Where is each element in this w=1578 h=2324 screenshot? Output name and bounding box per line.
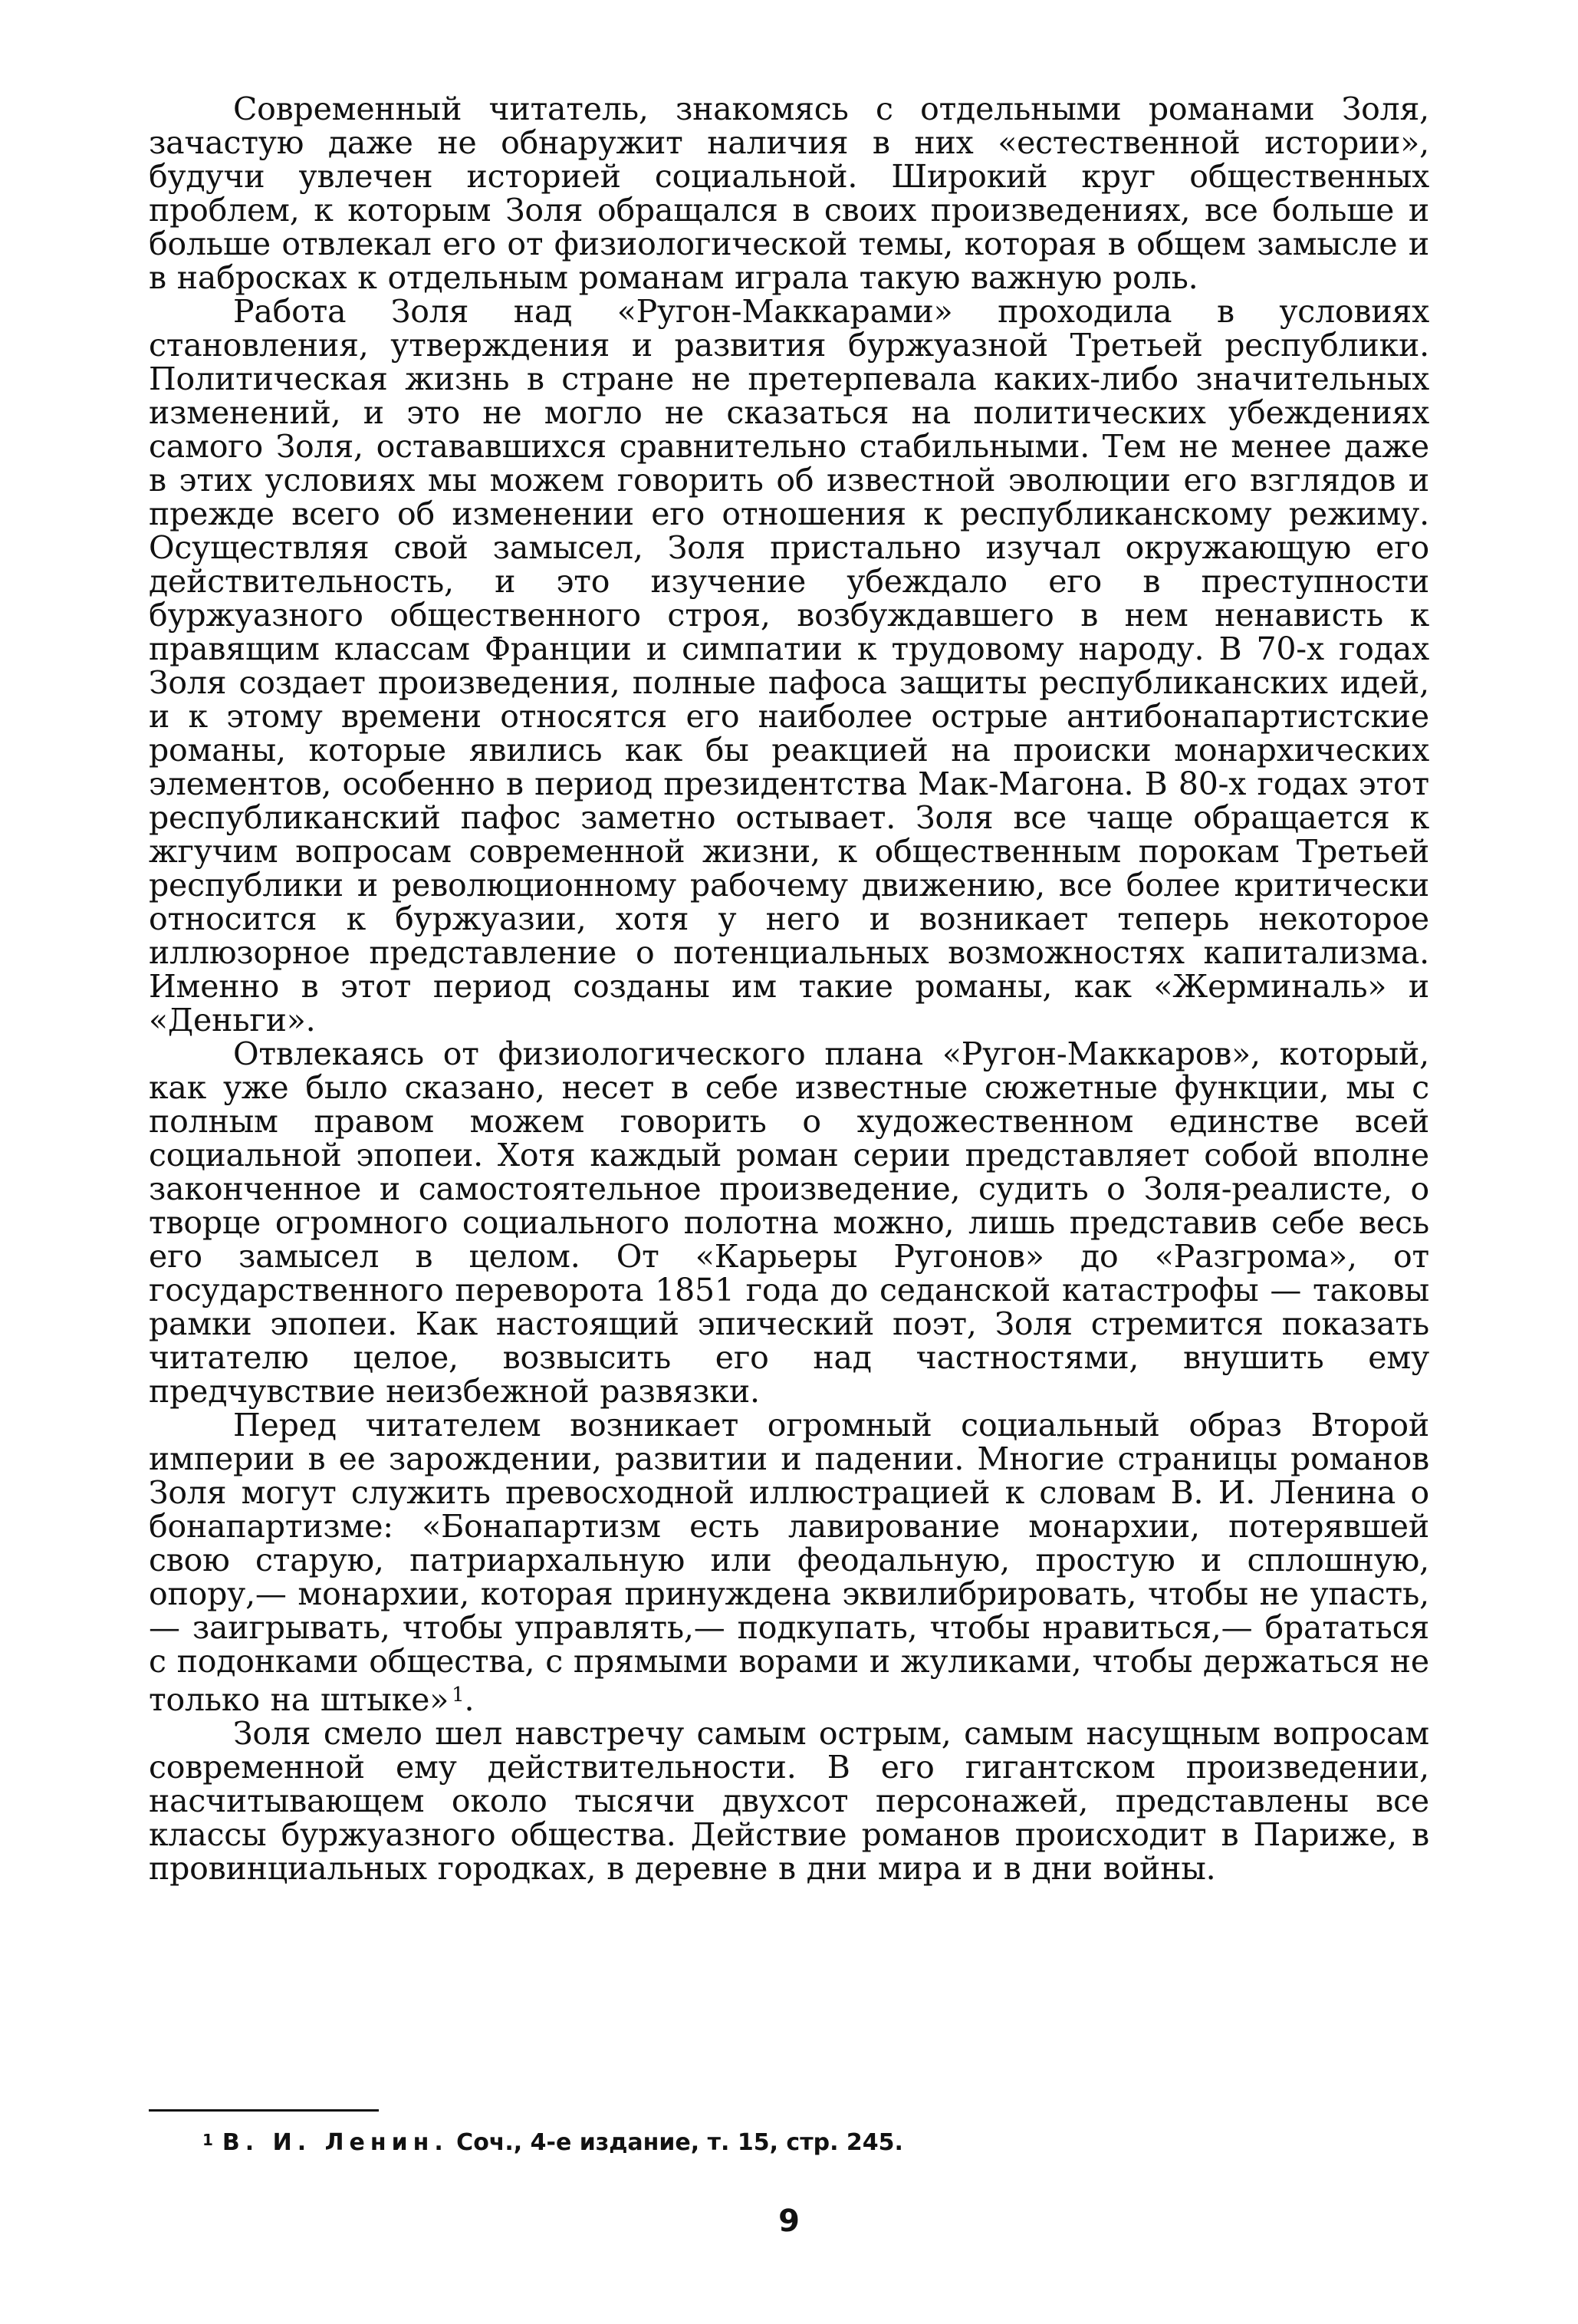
footnote-mark: 1 — [202, 2131, 213, 2149]
paragraph-4-tail: . — [464, 1681, 475, 1718]
footnote-author: В. И. Ленин. — [222, 2129, 449, 2156]
book-page — [149, 92, 1429, 2286]
paragraph-3: Отвлекаясь от физиологического плана «Ругон-Маккаров», который, как уже было сказано, несет в себе известные сюжетные функции, мы с полным правом можем говорить о художественном единстве всей социальной эпопеи. Хотя каждый роман серии представляет собой вполне законченное и самостоятельное произведение, судить о Золя-реалисте, о творце огромного социального полотна можно, лишь представив себе весь его замысел в целом. От «Карьеры Ругонов» до «Разгрома», от государственного переворота 1851 года до седанской катастрофы — таковы рамки эпопеи. Как настоящий эпический поэт, Золя стремится показать читателю целое, возвысить его над частностями, внушить ему предчувствие неизбежной развязки. — [149, 1035, 1429, 1410]
footnote-divider — [149, 2109, 379, 2112]
page-number: 9 — [778, 2204, 800, 2239]
footnote-citation: Соч., 4-е издание, т. 15, стр. 245. — [456, 2129, 903, 2156]
paragraph-1: Современный читатель, знакомясь с отдельными романами Золя, зачастую даже не обнаружит наличия в них «естественной истории», будучи увлечен историей социальной. Широкий круг общественных проблем, к которым Золя обращался в своих произведениях, все больше и больше отвлекал его от физиологической темы, которая в общем замысле и в набросках к отдельным романам играла такую важную роль. — [149, 91, 1429, 296]
footnote-reference-mark[interactable]: 1 — [452, 1684, 465, 1707]
paragraph-4-text: Перед читателем возникает огромный социальный образ Второй империи в ее зарождении, развитии и падении. Многие страницы романов Золя могут служить превосходной иллюстрацией к словам В. И. Ленина о бонапартизме: «Бонапартизм есть лавирование монархии, потерявшей свою старую, патриархальную или феодальную, простую и сплошную, опору,— монархии, которая принуждена эквилибрировать, чтобы не упасть,— заигрывать, чтобы управлять,— подкупать, чтобы нравиться,— брататься с подонками общества, с прямыми ворами и жуликами, чтобы держаться не только на штыке» — [149, 1407, 1429, 1718]
body-text — [149, 92, 1429, 1885]
paragraph-2: Работа Золя над «Ругон-Маккарами» проходила в условиях становления, утверждения и развития буржуазной Третьей республики. Политическая жизнь в стране не претерпевала каких-либо значительных изменений, и это не могло не сказаться на политических убеждениях самого Золя, остававшихся сравнительно стабильными. Тем не менее даже в этих условиях мы можем говорить об известной эволюции его взглядов и прежде всего об изменении его отношения к республиканскому режиму. Осуществляя свой замысел, Золя пристально изучал окружающую его действительность, и это изучение убеждало его в преступности буржуазного общественного строя, возбуждавшего в нем ненависть к правящим классам Франции и симпатии к трудовому народу. В 70-х годах Золя создает произведения, полные пафоса защиты республиканских идей, и к этому времени относятся его наиболее острые антибонапартистские романы, которые явились как бы реакцией на происки монархических элементов, особенно в период президентства Мак-Магона. В 80-х годах этот республиканский пафос заметно остывает. Золя все чаще обращается к жгучим вопросам современной жизни, к общественным порокам Третьей республики и революционному рабочему движению, все более критически относится к буржуазии, хотя у него и возникает теперь некоторое иллюзорное представление о потенциальных возможностях капитализма. Именно в этот период созданы им такие романы, как «Жерминаль» и «Деньги». — [149, 293, 1429, 1039]
paragraph-4 — [149, 1408, 1429, 1717]
footnote — [202, 2126, 1353, 2157]
paragraph-5: Золя смело шел навстречу самым острым, самым насущным вопросам современной ему действительности. В его гигантском произведении, насчитывающем около тысячи двухсот персонажей, представлены все классы буржуазного общества. Действие романов происходит в Париже, в провинциальных городках, в деревне в дни мира и в дни войны. — [149, 1715, 1429, 1887]
